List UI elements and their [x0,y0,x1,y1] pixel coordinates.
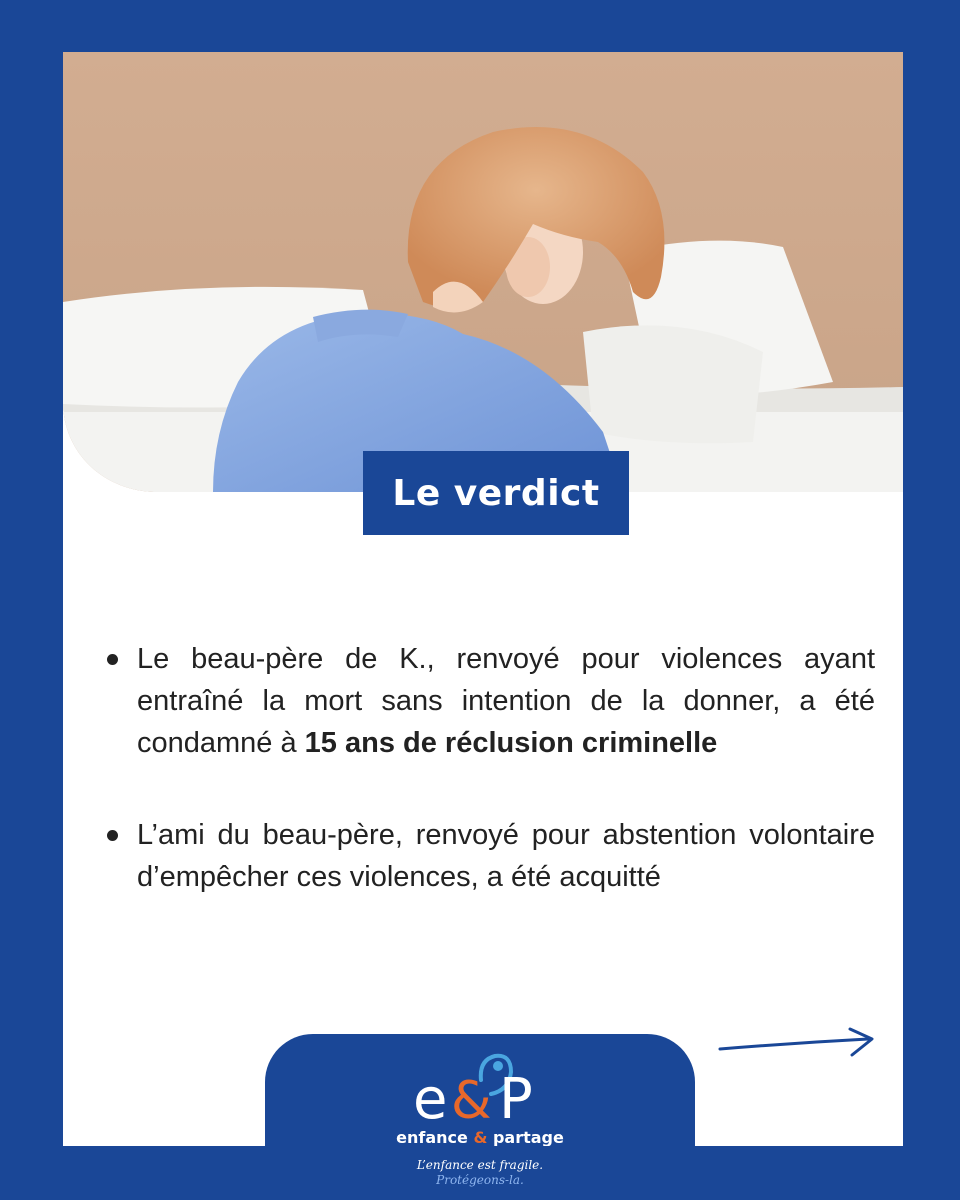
svg-text:e: e [413,1067,448,1126]
bullet-text: L’ami du beau-père, renvoyé pour abstention volontaire d’empêcher ces violences, a été acquitté [137,819,875,893]
svg-text:P: P [499,1067,533,1126]
mother-child-logo-icon [403,1042,563,1126]
tagline-line2: Protégeons-la. [436,1173,524,1187]
brand-name-amp: & [473,1128,488,1146]
brand-name [265,1128,695,1146]
arrow-right-icon[interactable] [718,1027,878,1067]
photo-toddler-on-bed [63,52,903,492]
brand-name-part2: partage [487,1128,564,1146]
bullet-dot [107,830,118,841]
tagline [0,1158,960,1188]
page-title: Le verdict [363,451,629,535]
brand-name-part1: enfance [396,1128,474,1146]
bullet-verdict-friend [137,814,875,898]
bullet-dot [107,654,118,665]
bullet-text: Le beau-père de K., renvoyé pour violences ayant entraîné la mort sans intention de la donner, a été condamné à [137,643,875,759]
footer-logo-area [265,1034,695,1146]
bullet-verdict-stepfather [137,638,875,764]
tagline-line1: L’enfance est fragile. [416,1158,544,1172]
sentence-highlight: 15 ans de réclusion criminelle [304,727,718,759]
content-card [63,52,903,1146]
svg-text:&: & [451,1071,492,1126]
